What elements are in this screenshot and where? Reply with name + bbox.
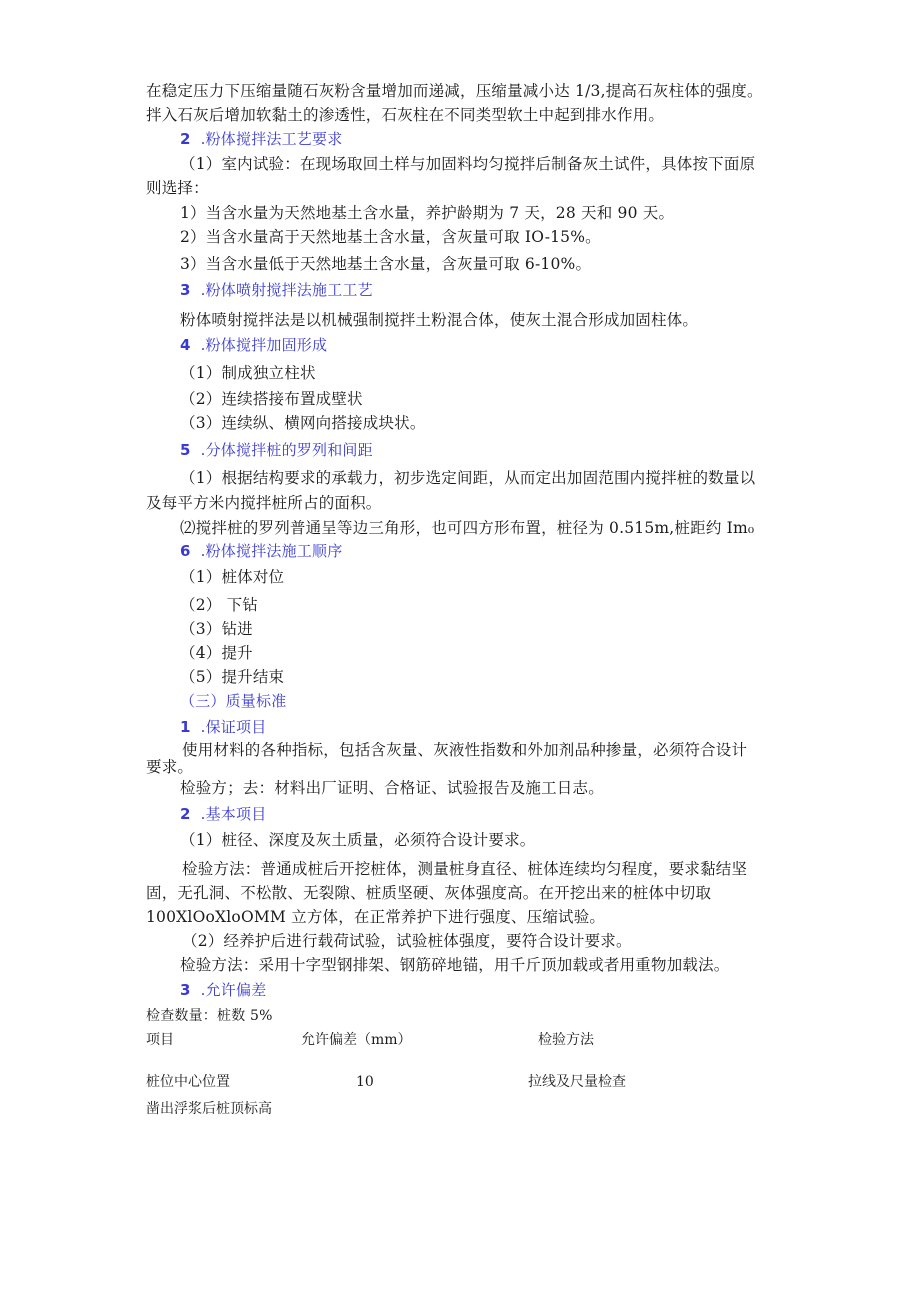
list-item: （2） 下钻 [180, 596, 258, 614]
paragraph-line: （1）根据结构要求的承载力，初步选定间距，从而定出加固范围内搅拌桩的数量以 [180, 469, 756, 487]
section-number: 2 [180, 130, 191, 148]
intro-line-2: 拌入石灰后增加软黏土的渗透性，石灰柱在不同类型软土中起到排水作用。 [146, 106, 665, 124]
paragraph-line: 检验方法：普通成桩后开挖桩体，测量桩身直径、桩体连续均匀程度，要求黏结坚 [182, 860, 748, 878]
list-item: （2）连续搭接布置成壁状 [180, 390, 363, 408]
section-title: .基本项目 [200, 805, 267, 823]
quality-2-heading [180, 803, 266, 825]
table-header-cell: 允许偏差（mm） [301, 1032, 412, 1048]
list-item: （1）桩体对位 [180, 568, 285, 586]
paragraph-line: 检验方法：采用十字型钢排架、钢筋碎地锚，用千斤顶加载或者用重物加载法。 [180, 956, 730, 974]
section-title: .分体搅拌桩的罗列和间距 [200, 441, 373, 459]
section-number: 5 [180, 441, 191, 459]
section-title: .粉体搅拌法工艺要求 [200, 130, 343, 148]
section-title: .允许偏差 [200, 981, 267, 999]
paragraph-line: 检验方；去：材料出厂证明、合格证、试验报告及施工日志。 [180, 779, 604, 797]
section-title: .粉体喷射搅拌法施工工艺 [200, 281, 373, 299]
paragraph-line: 则选择： [146, 179, 209, 197]
paragraph-line: 使用材料的各种指标，包括含灰量、灰液性指数和外加剂品种掺量，必须符合设计 [182, 741, 748, 759]
section-number: 6 [180, 542, 191, 560]
quality-1-heading [180, 716, 266, 738]
table-cell: 10 [356, 1074, 374, 1090]
section-number: 3 [180, 281, 191, 299]
paragraph-line: （1）桩径、深度及灰土质量，必须符合设计要求。 [180, 831, 536, 849]
list-item: （3）连续纵、横网向搭接成块状。 [180, 414, 426, 432]
section-title: .粉体搅拌法施工顺序 [200, 542, 343, 560]
section-title: .粉体搅拌加固形成 [200, 336, 328, 354]
quality-heading: （三）质量标准 [180, 692, 287, 710]
table-cell: 桩位中心位置 [146, 1074, 230, 1090]
table-header-cell: 项目 [146, 1032, 174, 1048]
paragraph-line: 要求。 [146, 758, 194, 776]
paragraph-line: 粉体喷射搅拌法是以机械强制搅拌土粉混合体，使灰土混合形成加固柱体。 [180, 311, 699, 329]
section-4-heading [180, 334, 327, 356]
paragraph-line: 100XlOoXloOMM 立方体，在正常养护下进行强度、压缩试验。 [146, 908, 606, 926]
paragraph-line: 固，无孔洞、不松散、无裂隙、桩质坚硬、灰体强度高。在开挖出来的桩体中切取 [146, 884, 712, 902]
list-item: （4）提升 [180, 644, 253, 662]
intro-line-1: 在稳定压力下压缩量随石灰粉含量增加而递减，压缩量减小达 1/3,提高石灰柱体的强度。 [146, 82, 763, 100]
section-number: 4 [180, 336, 191, 354]
table-header-cell: 检验方法 [538, 1032, 594, 1048]
paragraph-line: 及每平方米内搅拌桩所占的面积。 [146, 494, 382, 512]
section-6-heading [180, 540, 342, 562]
section-5-heading [180, 439, 373, 461]
list-item: 3）当含水量低于天然地基土含水量，含灰量可取 6-10%。 [180, 255, 592, 273]
list-item: （3）钻进 [180, 620, 253, 638]
list-item: 2）当含水量高于天然地基土含水量，含灰量可取 IO-15%。 [180, 228, 601, 246]
list-item: （1）制成独立柱状 [180, 364, 316, 382]
paragraph-line: （1）室内试验：在现场取回土样与加固料均匀搅拌后制备灰土试件，具体按下面原 [180, 155, 756, 173]
paragraph-line: ⑵搅拌桩的罗列普通呈等边三角形，也可四方形布置，桩径为 0.515m,桩距约 Im₀ [180, 519, 755, 537]
quality-3-heading [180, 979, 266, 1001]
check-count: 检查数量：桩数 5% [146, 1008, 273, 1024]
section-2-heading [180, 128, 342, 150]
section-number: 1 [180, 718, 191, 736]
list-item: （5）提升结束 [180, 668, 285, 686]
table-cell: 凿出浮浆后桩顶标高 [146, 1101, 272, 1117]
section-number: 3 [180, 981, 191, 999]
section-title: .保证项目 [200, 718, 267, 736]
list-item: 1）当含水量为天然地基土含水量，养护龄期为 7 天，28 天和 90 天。 [180, 204, 675, 222]
section-number: 2 [180, 805, 191, 823]
table-cell: 拉线及尺量检查 [528, 1074, 626, 1090]
section-3-heading [180, 279, 373, 301]
paragraph-line: （2）经养护后进行载荷试验，试验桩体强度，要符合设计要求。 [182, 932, 632, 950]
